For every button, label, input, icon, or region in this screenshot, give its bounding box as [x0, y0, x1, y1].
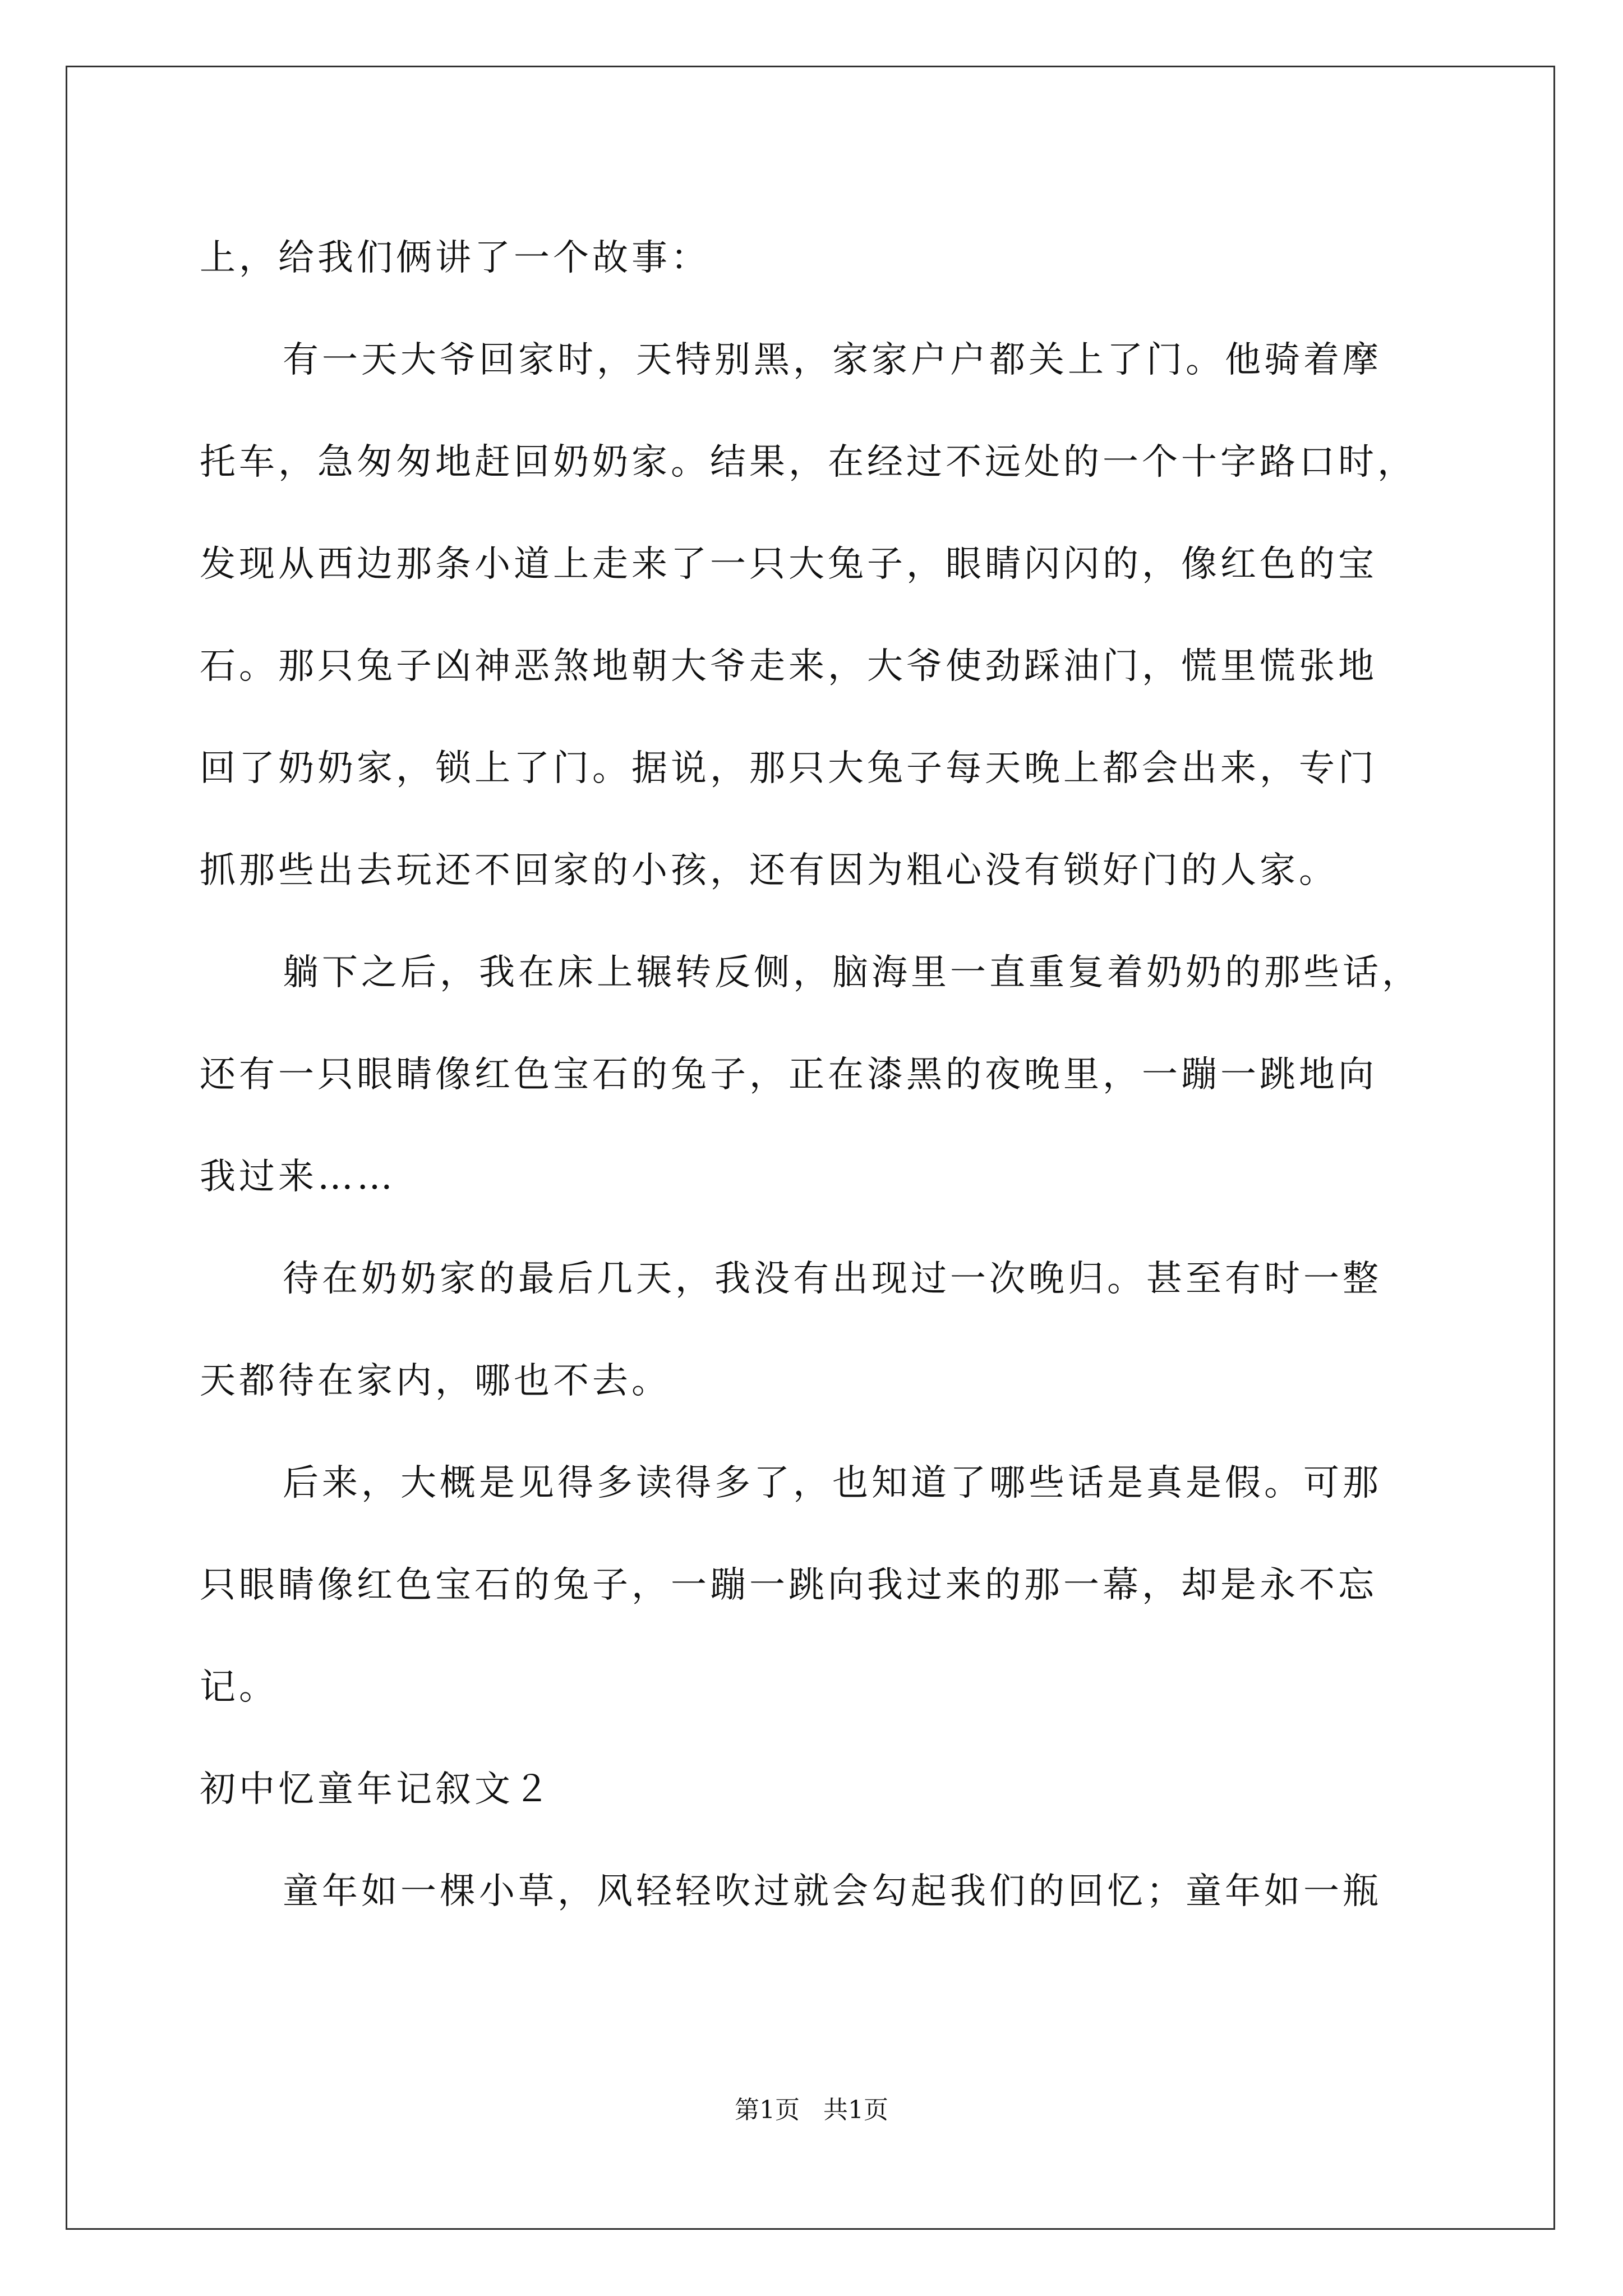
text-line: 发现从西边那条小道上走来了一只大兔子，眼睛闪闪的，像红色的宝: [200, 544, 1377, 585]
paragraph-line: 童年如一棵小草，风轻轻吹过就会勾起我们的回忆；童年如一瓶: [283, 1871, 1382, 1912]
text-line: 抓那些出去玩还不回家的小孩，还有因为粗心没有锁好门的人家。: [200, 850, 1338, 891]
paragraph-line: 有一天大爷回家时，天特别黑，家家户户都关上了门。他骑着摩: [283, 339, 1382, 381]
text-line: 还有一只眼睛像红色宝石的兔子，正在漆黑的夜晚里，一蹦一跳地向: [200, 1054, 1377, 1096]
text-line: 我过来……: [200, 1156, 396, 1198]
section-heading: 初中忆童年记叙文２: [200, 1769, 553, 1810]
paragraph-line: 躺下之后，我在床上辗转反侧，脑海里一直重复着奶奶的那些话，: [283, 952, 1421, 993]
text-line: 上，给我们俩讲了一个故事：: [200, 237, 710, 279]
paragraph-line: 后来，大概是见得多读得多了，也知道了哪些话是真是假。可那: [283, 1462, 1382, 1504]
text-line: 回了奶奶家，锁上了门。据说，那只大兔子每天晚上都会出来，专门: [200, 748, 1377, 789]
text-line: 天都待在家内，哪也不去。: [200, 1360, 671, 1402]
paragraph-line: 待在奶奶家的最后几天，我没有出现过一次晚归。甚至有时一整: [283, 1258, 1382, 1300]
text-line: 托车，急匆匆地赶回奶奶家。结果，在经过不远处的一个十字路口时，: [200, 441, 1417, 483]
text-line: 只眼睛像红色宝石的兔子，一蹦一跳向我过来的那一幕，却是永不忘: [200, 1565, 1377, 1606]
text-line: 记。: [200, 1667, 278, 1708]
text-line: 石。那只兔子凶神恶煞地朝大爷走来，大爷使劲踩油门，慌里慌张地: [200, 646, 1377, 687]
page-footer: 第1页 共1页: [735, 2096, 888, 2124]
